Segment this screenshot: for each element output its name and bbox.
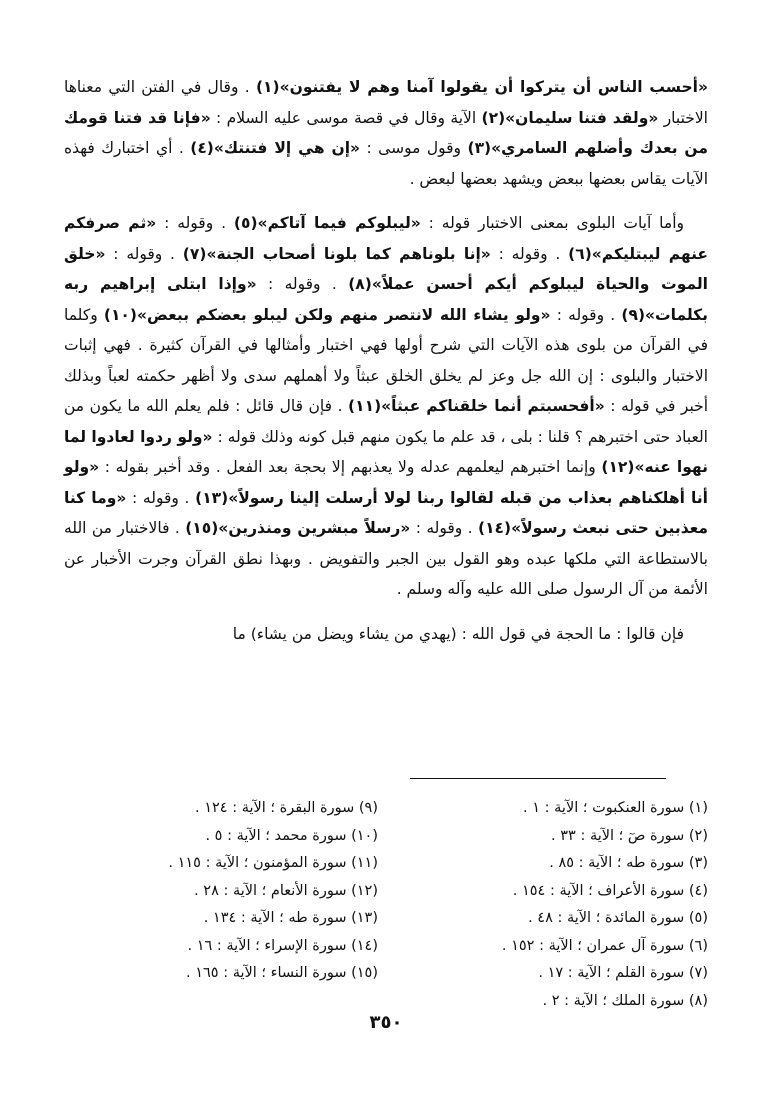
footnote-item: (٩) سورة البقرة ؛ الآية : ١٢٤ . <box>195 800 378 816</box>
footnotes-right-column <box>408 795 708 1015</box>
footnote-item: (١١) سورة المؤمنون ؛ الآية : ١١٥ . <box>168 855 378 871</box>
text-segment: . وقوله : <box>410 519 478 537</box>
quran-quote: «ولو يشاء الله لانتصر منهم ولكن ليبلو بعضكم ببعض»(١٠) <box>103 305 551 324</box>
footnotes-left-column <box>78 795 378 988</box>
quran-quote: «خلق الموت والحياة ليبلوكم أيكم أحسن عملاً»(٨) <box>64 244 708 293</box>
footnote-item: (١٣) سورة طه ؛ الآية : ١٣٤ . <box>203 910 378 926</box>
text-segment: وإنما اختبرهم ليعلمهم عدله ولا يعذبهم إلا بحجة بعد الفعل . وقد أخبر بقوله : <box>99 458 602 476</box>
footnote-item: (٦) سورة آل عمران ؛ الآية : ١٥٢ . <box>501 937 708 954</box>
text-segment: . أي اختبارك فهذه الآيات يقاس بعضها ببعض ويشهد بعضها لبعض . <box>64 139 708 188</box>
footnote-item: (٤) سورة الأعراف ؛ الآية : ١٥٤ . <box>512 882 708 899</box>
quran-quote: «أحسب الناس أن يتركوا أن يقولوا آمنا وهم لا يفتنون»(١) <box>255 78 709 96</box>
quran-quote: «ولو أنا أهلكناهم بعذاب من قبله لقالوا ربنا لولا أرسلت إلينا رسولاً»(١٣) <box>64 458 708 507</box>
text-segment: وكلما في القرآن من بلوى هذه الآيات التي شرح أولها فهي اختبار وأمثالها في القرآن كثيرة . فهي إثبات الاختبار والبلوى : إن الله جل وعز لم يخلق الخلق عبثاً ولا أهملهم سدى ولا أظهر حكمته لعباً وبذلك أخبر في قوله : <box>64 305 709 415</box>
footnote-item: (٨) سورة الملك ؛ الآية : ٢ . <box>542 992 708 1009</box>
text-segment: . فالاختبار من الله بالاستطاعة التي ملكها عبده وهو القول بين الجبر والتفويض . وبهذا نطق القرآن وجرت الأخبار عن الأئمة من آل الرسول صلى الله عليه وآله وسلم . <box>64 519 708 598</box>
quran-quote: «رسلاً مبشرين ومنذرين»(١٥) <box>185 519 411 537</box>
text-segment: وقول موسى : <box>360 139 468 157</box>
footnote-item: (٣) سورة طه ؛ الآية : ٨٥ . <box>549 855 708 871</box>
main-text <box>64 72 708 649</box>
footnote-separator <box>410 778 666 779</box>
text-segment: . وقوله : <box>256 275 349 293</box>
footnote-item: (٧) سورة القلم ؛ الآية : ١٧ . <box>538 965 708 981</box>
footnote-item: (٥) سورة المائدة ؛ الآية : ٤٨ . <box>528 910 708 926</box>
quran-quote: «ولو ردوا لعادوا لما نهوا عنه»(١٢) <box>64 427 708 476</box>
paragraph-hujja <box>64 619 708 650</box>
quran-quote: «ثم صرفكم عنهم ليبتليكم»(٦) <box>64 214 709 263</box>
quran-quote: «إنا بلوناهم كما بلونا أصحاب الجنة»(٧) <box>182 244 491 263</box>
quran-quote: «وإذا ابتلى إبراهيم ربه بكلمات»(٩) <box>64 275 708 324</box>
page-number: ٣٥٠ <box>369 1012 403 1033</box>
footnote-item: (١٤) سورة الإسراء ؛ الآية : ١٦ . <box>187 937 378 954</box>
quran-quote: «إن هي إلا فتنتك»(٤) <box>190 139 361 157</box>
text-segment: الآية وقال في قصة موسى عليه السلام : <box>210 108 482 127</box>
text-segment: وأما آيات البلوى بمعنى الاختبار قوله : <box>420 214 684 232</box>
quran-quote: «ولقد فتنا سليمان»(٢) <box>481 108 659 127</box>
quran-quote: «ليبلوكم فيما آتاكم»(٥) <box>233 214 421 232</box>
paragraph-balwa <box>64 208 708 605</box>
text-segment: . فإن قال قائل : فلم يعلم الله ما يكون من العباد حتى اختبرهم ؟ قلنا : بلى ، قد علم ما يكون منهم قبل كونه وذلك قوله : <box>64 397 708 446</box>
footnote-item: (١٠) سورة محمد ؛ الآية : ٥ . <box>205 827 378 844</box>
quran-quote: «وما كنا معذبين حتى نبعث رسولاً»(١٤) <box>64 488 708 537</box>
quran-quote: «أفحسبتم أنما خلقناكم عبثاً»(١١) <box>348 397 605 415</box>
text-segment: . وقوله : <box>550 305 622 324</box>
footnote-item: (٢) سورة صٓ ؛ الآية : ٣٣ . <box>551 827 708 844</box>
text-segment: . وقوله : <box>105 244 183 263</box>
footnote-item: (١٢) سورة الأنعام ؛ الآية : ٢٨ . <box>194 882 378 899</box>
text-segment: فإن قالوا : ما الحجة في قول الله : (يهدي من يشاء ويضل من يشاء) ما <box>232 624 684 643</box>
footnote-item: (١) سورة العنكبوت ؛ الآية : ١ . <box>523 800 708 816</box>
quran-quote: «فإنا قد فتنا قومك من بعدك وأضلهم السامري»(٣) <box>64 108 708 157</box>
text-segment: . وقوله : <box>126 488 196 507</box>
paragraph-fitan <box>64 72 708 194</box>
text-segment: . وقوله : <box>490 244 569 263</box>
text-segment: . وقوله : <box>156 214 234 232</box>
footnote-item: (١٥) سورة النساء ؛ الآية : ١٦٥ . <box>186 965 378 981</box>
text-segment: . وقال في الفتن التي معناها الاختبار <box>64 78 708 127</box>
